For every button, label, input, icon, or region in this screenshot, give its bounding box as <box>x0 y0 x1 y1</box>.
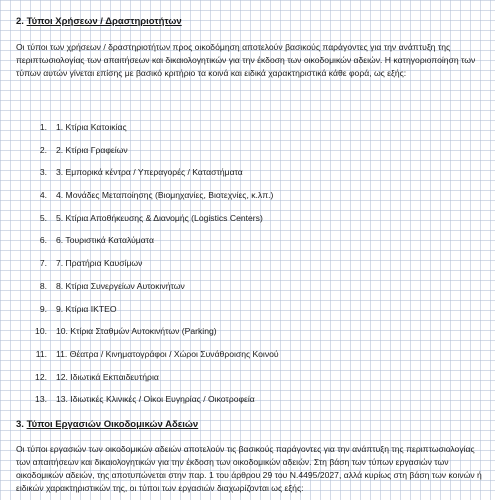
list-item-number: 2. <box>39 144 47 155</box>
section-2-intro: Οι τύποι των χρήσεων / δραστηριοτήτων προς οικοδόμηση αποτελούν βασικούς παράγοντες για την ανάπτυξη της περιπτωσιολογίας των απαιτήσεων και δικαιολογητικών για την έκδοση των οικοδομικών αδειών. Η κατηγοριοποίηση των τύπων αυτών γίνεται επίσης με βασικό κριτήριο τα κοινά και ειδικά χαρακτηριστικά κάθε φορά, ως εξής: <box>16 42 476 78</box>
list-item-number: 6. <box>39 235 47 246</box>
list-item <box>16 166 279 189</box>
list-item-number: 7. <box>39 258 47 269</box>
list-item-number: 4. <box>39 190 47 201</box>
list-item-number: 13. <box>35 394 47 405</box>
section-3-intro: Οι τύποι εργασιών των οικοδομικών αδειών αποτελούν τις βασικούς παράγοντες για την ανάπτυξη της περιπτωσιολογίας των απαιτήσεων και δικαιολογητικών για την έκδοση των οικοδομικών αδειών. Στη βάση των τύπων εργασιών των οικοδομικών αδειών, της αποτυπώνεται στην παρ. 1 του άρθρου 29 του Ν.4495/2027, αλλά κυρίως στη βάση των κοινών ή ειδικών χαρακτηριστικών της, οι τύποι των εργασιών διαχωρίζονται ως εξής: <box>16 444 482 493</box>
list-item-text: 7. Πρατήρια Καυσίμων <box>56 258 143 269</box>
list-item <box>16 303 279 326</box>
list-item-text: 1. Κτίρια Κατοικίας <box>56 122 127 132</box>
list-item <box>16 189 279 212</box>
list-item <box>16 325 279 348</box>
list-item <box>16 212 279 235</box>
list-item-text: 6. Τουριστικά Καταλύματα <box>56 235 154 246</box>
list-item <box>16 393 279 416</box>
list-item-number: 12. <box>35 371 47 382</box>
list-item-number: 11. <box>35 348 47 359</box>
list-item-text: 10. Κτίρια Σταθμών Αυτοκινήτων (Parking) <box>56 326 217 337</box>
section-3-number: 3. <box>16 419 24 430</box>
list-item <box>16 144 279 167</box>
section-3-heading-text: Τύποι Εργασιών Οικοδομικών Αδειών <box>26 419 199 430</box>
list-item-text: 2. Κτίρια Γραφείων <box>56 144 128 155</box>
list-item <box>16 234 279 257</box>
section-2-number: 2. <box>16 16 24 27</box>
list-item <box>16 121 279 144</box>
list-item-text: 11. Θέατρα / Κινηματογράφοι / Χώροι Συνάθροισης Κοινού <box>56 348 279 359</box>
list-item-text: 8. Κτίρια Συνεργείων Αυτοκινήτων <box>56 280 185 291</box>
list-item-text: 13. Ιδιωτικές Κλινικές / Οίκοι Ευγηρίας / Οικοτροφεία <box>56 394 255 405</box>
section-2-title <box>16 16 182 27</box>
list-item-number: 9. <box>39 303 47 314</box>
list-item <box>16 348 279 371</box>
list-item-number: 10. <box>35 326 47 337</box>
list-item-text: 9. Κτίρια ΙΚΤΕΟ <box>56 303 117 314</box>
list-item-text: 3. Εμπορικά κέντρα / Υπεραγορές / Καταστήματα <box>56 167 243 178</box>
list-item-number: 8. <box>39 280 47 291</box>
list-item-text: 5. Κτίρια Αποθήκευσης & Διανομής (Logistics Centers) <box>56 212 263 223</box>
list-item-text: 12. Ιδιωτικά Εκπαιδευτήρια <box>56 371 159 382</box>
section-2-heading-text: Τύποι Χρήσεων / Δραστηριοτήτων <box>26 16 182 27</box>
list-item <box>16 371 279 394</box>
section-3-title <box>16 419 198 430</box>
list-item-text: 4. Μονάδες Μεταποίησης (Βιομηχανίες, Βιοτεχνίες, κ.λπ.) <box>56 190 274 201</box>
list-item <box>16 257 279 280</box>
usage-types-list <box>16 121 279 416</box>
list-item-number: 1. <box>39 122 47 132</box>
list-item-number: 5. <box>39 212 47 223</box>
list-item-number: 3. <box>39 167 47 178</box>
list-item <box>16 280 279 303</box>
